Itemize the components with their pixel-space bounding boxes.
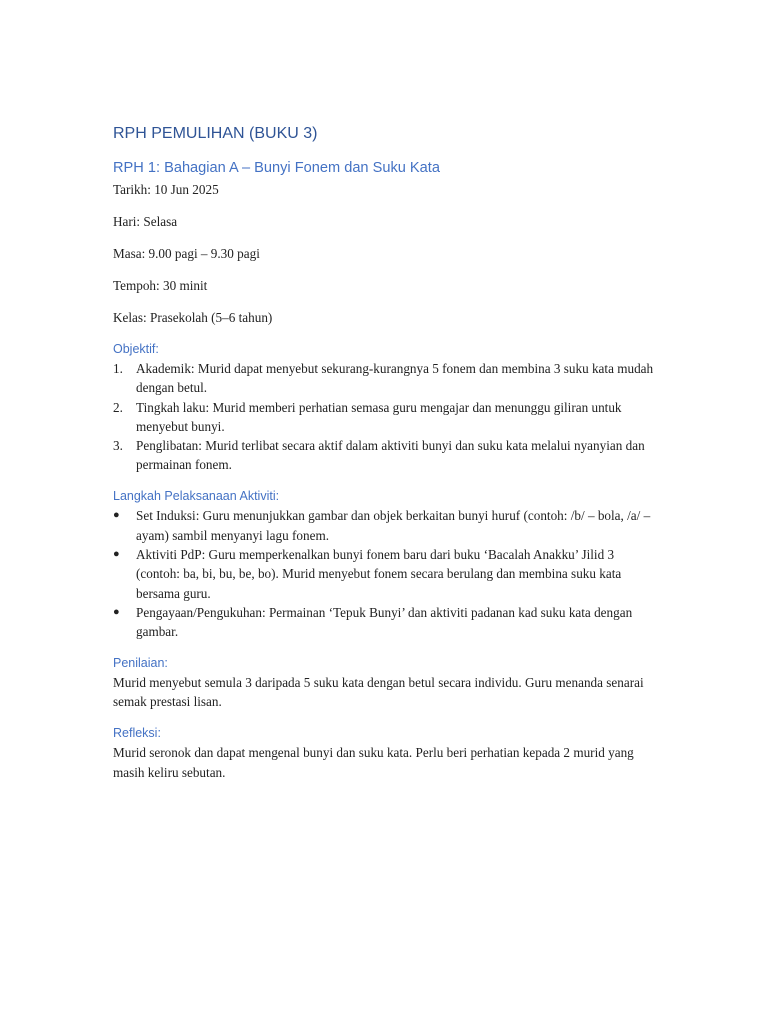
langkah-item-text: Set Induksi: Guru menunjukkan gambar dan objek berkaitan bunyi huruf (contoh: /b/ – bola, /a/ – ayam) sambil menyanyi lagu fonem. [136, 508, 651, 543]
info-masa: Masa: 9.00 pagi – 9.30 pagi [113, 245, 260, 261]
penilaian-heading: Penilaian: [113, 656, 168, 671]
langkah-list [113, 506, 658, 641]
objektif-list [113, 359, 658, 475]
penilaian-section [113, 654, 658, 712]
objektif-item [113, 398, 658, 437]
refleksi-section [113, 724, 658, 782]
list-number: 1. [113, 360, 123, 376]
list-number: 2. [113, 399, 123, 415]
bullet-icon: ● [113, 547, 120, 560]
info-tempoh: Tempoh: 30 minit [113, 277, 208, 293]
objektif-item-text: Akademik: Murid dapat menyebut sekurang-kurangnya 5 fonem dan membina 3 suku kata mudah dengan betul. [136, 360, 654, 396]
bullet-icon: ● [113, 509, 120, 522]
document-title: RPH PEMULIHAN (BUKU 3) [113, 125, 318, 142]
info-tarikh: Tarikh: 10 Jun 2025 [113, 182, 219, 197]
objektif-item-text: Tingkah laku: Murid memberi perhatian semasa guru mengajar dan menunggu giliran untuk menyebut bunyi. [136, 399, 622, 434]
penilaian-text: Murid menyebut semula 3 daripada 5 suku kata dengan betul secara individu. Guru menanda senarai semak prestasi lisan. [113, 675, 644, 710]
info-kelas: Kelas: Prasekolah (5–6 tahun) [113, 309, 273, 325]
refleksi-text: Murid seronok dan dapat mengenal bunyi dan suku kata. Perlu beri perhatian kepada 2 murid yang masih keliru sebutan. [113, 745, 634, 780]
objektif-section [113, 340, 658, 475]
objektif-heading: Objektif: [113, 341, 159, 356]
langkah-item-text: Aktiviti PdP: Guru memperkenalkan bunyi fonem baru dari buku ‘Bacalah Anakku’ Jilid 3 (contoh: ba, bi, bu, be, bo). Murid menyebut fonem secara berulang dan membina suku kata bersama guru. [136, 546, 622, 601]
document-subtitle: RPH 1: Bahagian A – Bunyi Fonem dan Suku Kata [113, 160, 440, 176]
objektif-item [113, 436, 658, 475]
refleksi-heading: Refleksi: [113, 726, 161, 741]
langkah-heading: Langkah Pelaksanaan Aktiviti: [113, 489, 280, 504]
langkah-section [113, 487, 658, 641]
document-page [113, 122, 658, 795]
langkah-item-text: Pengayaan/Pengukuhan: Permainan ‘Tepuk Bunyi’ dan aktiviti padanan kad suku kata dengan gambar. [136, 604, 633, 640]
list-number: 3. [113, 438, 123, 454]
bullet-icon: ● [113, 605, 120, 618]
langkah-item [113, 506, 658, 545]
objektif-item [113, 359, 658, 398]
info-hari: Hari: Selasa [113, 213, 178, 229]
langkah-item [113, 603, 658, 642]
objektif-item-text: Penglibatan: Murid terlibat secara aktif dalam aktiviti bunyi dan suku kata melalui nyanyian dan permainan fonem. [136, 438, 645, 473]
langkah-item [113, 545, 658, 603]
